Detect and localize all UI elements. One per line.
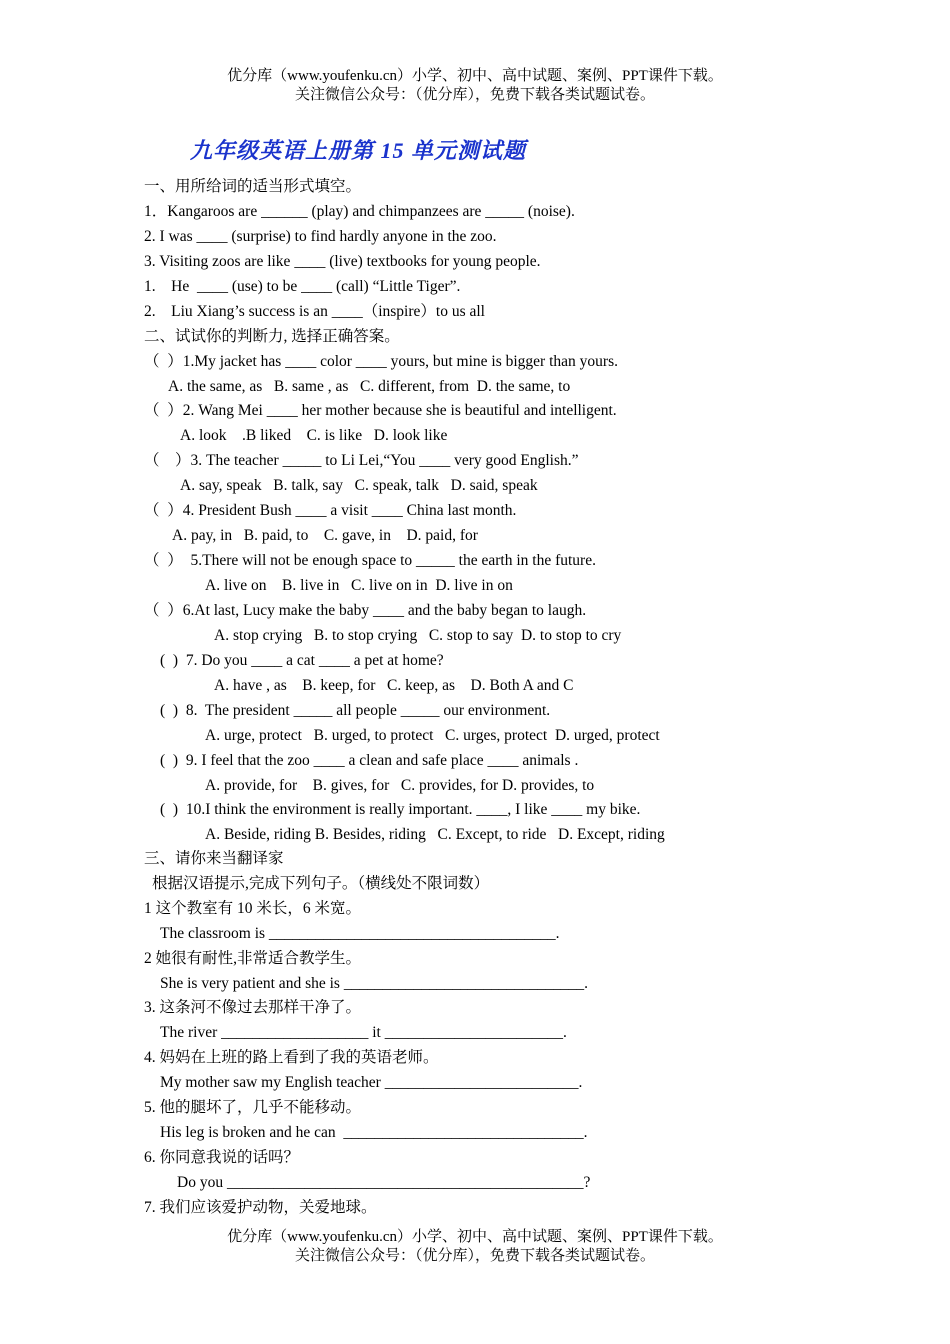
- options-line: A. the same, as B. same , as C. different, from D. the same, to: [168, 378, 571, 395]
- chinese-prompt: 7. 我们应该爱护动物，关爱地球。: [144, 1199, 377, 1216]
- options-line: A. pay, in B. paid, to C. gave, in D. paid, for: [172, 527, 478, 544]
- question-line: （ ）2. Wang Mei ____ her mother because she is beautiful and intelligent.: [144, 402, 617, 419]
- question-line: （ ）1.My jacket has ____ color ____ yours, but mine is bigger than yours.: [144, 353, 618, 370]
- question-line: 1. He ____ (use) to be ____ (call) “Little Tiger”.: [144, 278, 461, 295]
- chinese-prompt: 1 这个教室有 10 米长，6 米宽。: [144, 900, 362, 917]
- footer-line-2: 关注微信公众号：（优分库），免费下载各类试题试卷。: [294, 1248, 655, 1264]
- answer-line: Do you ______________________________________________?: [177, 1174, 591, 1191]
- chinese-prompt: 3. 这条河不像过去那样干净了。: [144, 999, 362, 1016]
- question-line: 2. Liu Xiang’s success is an ____（inspire）to us all: [144, 303, 485, 320]
- answer-line: The classroom is _____________________________________.: [160, 925, 560, 942]
- question-line: 3. Visiting zoos are like ____ (live) textbooks for young people.: [144, 253, 541, 270]
- question-line: ( ) 9. I feel that the zoo ____ a clean and safe place ____ animals .: [160, 752, 579, 769]
- options-line: A. look .B liked C. is like D. look like: [180, 427, 448, 444]
- section-2-heading: 二、试试你的判断力, 选择正确答案。: [144, 328, 400, 345]
- header-line-2: 关注微信公众号：（优分库），免费下载各类试题试卷。: [294, 87, 655, 103]
- question-line: （ ） 5.There will not be enough space to _____ the earth in the future.: [144, 552, 596, 569]
- options-line: A. say, speak B. talk, say C. speak, talk D. said, speak: [180, 477, 538, 494]
- chinese-prompt: 2 她很有耐性,非常适合教学生。: [144, 950, 362, 967]
- question-line: （ ）6.At last, Lucy make the baby ____ and the baby began to laugh.: [144, 602, 587, 619]
- options-line: A. Beside, riding B. Besides, riding C. Except, to ride D. Except, riding: [205, 826, 665, 843]
- question-line: （ ）4. President Bush ____ a visit ____ China last month.: [144, 502, 517, 519]
- options-line: A. live on B. live in C. live on in D. live in on: [205, 577, 513, 594]
- options-line: A. stop crying B. to stop crying C. stop to say D. to stop to cry: [214, 627, 622, 644]
- section-3-heading: 三、请你来当翻译家: [144, 850, 284, 867]
- question-line: 1．Kangaroos are ______ (play) and chimpanzees are _____ (noise).: [144, 203, 575, 220]
- instruction-line: 根据汉语提示,完成下列句子。（横线处不限词数）: [152, 875, 490, 892]
- section-1-heading: 一、用所给词的适当形式填空。: [144, 178, 362, 195]
- answer-line: My mother saw my English teacher _________________________.: [160, 1074, 583, 1091]
- question-line: ( ) 8. The president _____ all people _____ our environment.: [160, 702, 551, 719]
- chinese-prompt: 6. 你同意我说的话吗？: [144, 1149, 300, 1166]
- page-title: 九年级英语上册第 15 单元测试题: [190, 138, 527, 163]
- answer-line: His leg is broken and he can _______________________________.: [160, 1124, 588, 1141]
- options-line: A. provide, for B. gives, for C. provides, for D. provides, to: [205, 777, 595, 794]
- question-line: （ ）3. The teacher _____ to Li Lei,“You ____ very good English.”: [144, 452, 579, 469]
- options-line: A. urge, protect B. urged, to protect C. urges, protect D. urged, protect: [205, 727, 660, 744]
- header-line-1: 优分库（www.youfenku.cn）小学、初中、高中试题、案例、PPT课件下载。: [227, 68, 723, 84]
- answer-line: The river ___________________ it _______________________.: [160, 1024, 567, 1041]
- footer-line-1: 优分库（www.youfenku.cn）小学、初中、高中试题、案例、PPT课件下载。: [227, 1229, 723, 1245]
- chinese-prompt: 4. 妈妈在上班的路上看到了我的英语老师。: [144, 1049, 439, 1066]
- options-line: A. have , as B. keep, for C. keep, as D. Both A and C: [214, 677, 574, 694]
- question-line: ( ) 7. Do you ____ a cat ____ a pet at home?: [160, 652, 444, 669]
- answer-line: She is very patient and she is _______________________________.: [160, 975, 588, 992]
- question-line: ( ) 10.I think the environment is really important. ____, I like ____ my bike.: [160, 801, 641, 818]
- question-line: 2. I was ____ (surprise) to find hardly anyone in the zoo.: [144, 228, 497, 245]
- chinese-prompt: 5. 他的腿坏了，几乎不能移动。: [144, 1099, 362, 1116]
